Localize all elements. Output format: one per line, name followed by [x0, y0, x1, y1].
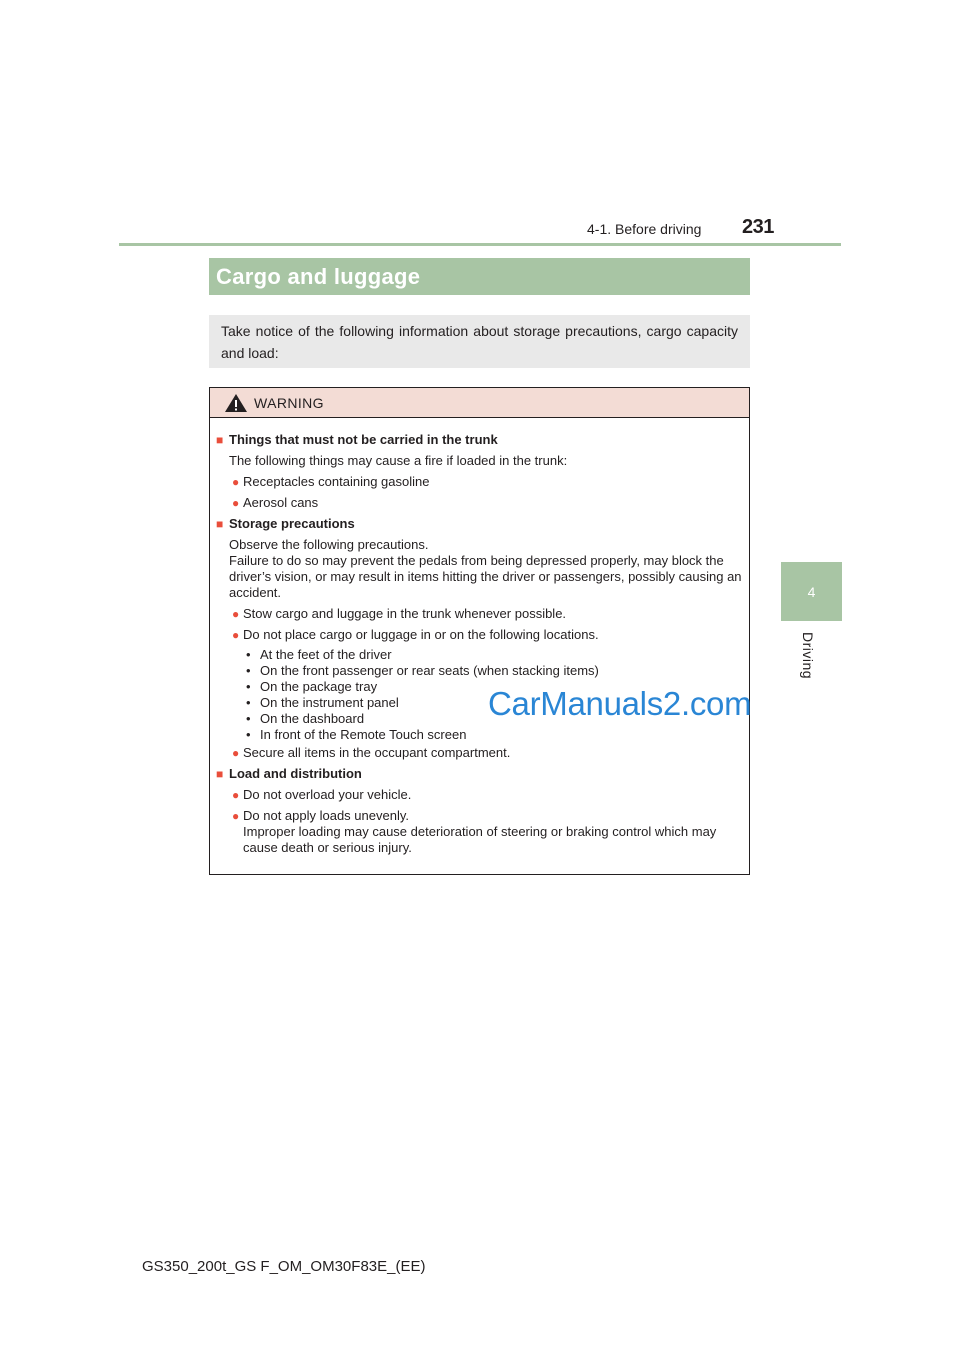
warning-triangle-icon	[224, 393, 248, 413]
square-bullet-icon: ■	[216, 517, 224, 531]
circle-bullet-icon: ●	[232, 628, 240, 642]
location-item: • On the package tray	[246, 679, 378, 694]
page-number: 231	[742, 216, 774, 238]
chapter-tab-number: 4	[781, 562, 842, 621]
warning-text: The following things may cause a fire if loaded in the trunk:	[229, 453, 568, 468]
location-item: • On the dashboard	[246, 711, 365, 726]
circle-bullet-icon: ●	[232, 788, 240, 802]
warning-text: Observe the following precautions.	[229, 537, 429, 552]
circle-bullet-icon: ●	[232, 475, 240, 489]
watermark: CarManuals2.com	[488, 685, 752, 722]
header-divider	[119, 243, 841, 246]
list-item: ● Do not overload your vehicle.	[232, 787, 412, 802]
section-header: 4-1. Before driving	[587, 221, 702, 237]
title-bar	[209, 258, 750, 295]
list-item: ● Secure all items in the occupant compartment.	[232, 745, 511, 760]
circle-bullet-icon: ●	[232, 746, 240, 760]
circle-bullet-icon: ●	[232, 607, 240, 621]
circle-bullet-icon: ●	[232, 496, 240, 510]
warning-heading: ■ Things that must not be carried in the trunk	[216, 432, 498, 447]
warning-text: Failure to do so may prevent the pedals from being depressed properly, may block the driver’s vision, or may result in items hitting the driver or passengers, possibly causing an accident.	[229, 553, 742, 600]
warning-label: WARNING	[254, 394, 324, 411]
page-title: Cargo and luggage	[216, 263, 421, 289]
location-item: • At the feet of the driver	[246, 647, 392, 662]
location-item: • On the front passenger or rear seats (when stacking items)	[246, 663, 599, 678]
list-item: ● Do not apply loads unevenly. Improper loading may cause deterioration of steering or braking control which may cause death or serious injury.	[232, 808, 717, 855]
location-item: • In front of the Remote Touch screen	[246, 727, 467, 742]
square-bullet-icon: ■	[216, 433, 224, 447]
warning-heading: ■ Load and distribution	[216, 766, 362, 781]
list-item: ● Do not place cargo or luggage in or on the following locations.	[232, 627, 599, 642]
square-bullet-icon: ■	[216, 767, 224, 781]
footer-code: GS350_200t_GS F_OM_OM30F83E_(EE)	[142, 1258, 426, 1275]
circle-bullet-icon: ●	[232, 809, 240, 823]
list-item: ● Receptacles containing gasoline	[232, 474, 430, 489]
chapter-tab-label: Driving	[800, 632, 816, 680]
warning-body	[210, 418, 752, 856]
location-item: • On the instrument panel	[246, 695, 399, 710]
intro-box: Take notice of the following information about storage precautions, cargo capacity and load:	[209, 315, 750, 368]
list-item: ● Aerosol cans	[232, 495, 319, 510]
warning-header	[210, 388, 749, 418]
warning-box	[209, 387, 750, 875]
warning-heading: ■ Storage precautions	[216, 516, 355, 531]
list-item: ● Stow cargo and luggage in the trunk whenever possible.	[232, 606, 567, 621]
